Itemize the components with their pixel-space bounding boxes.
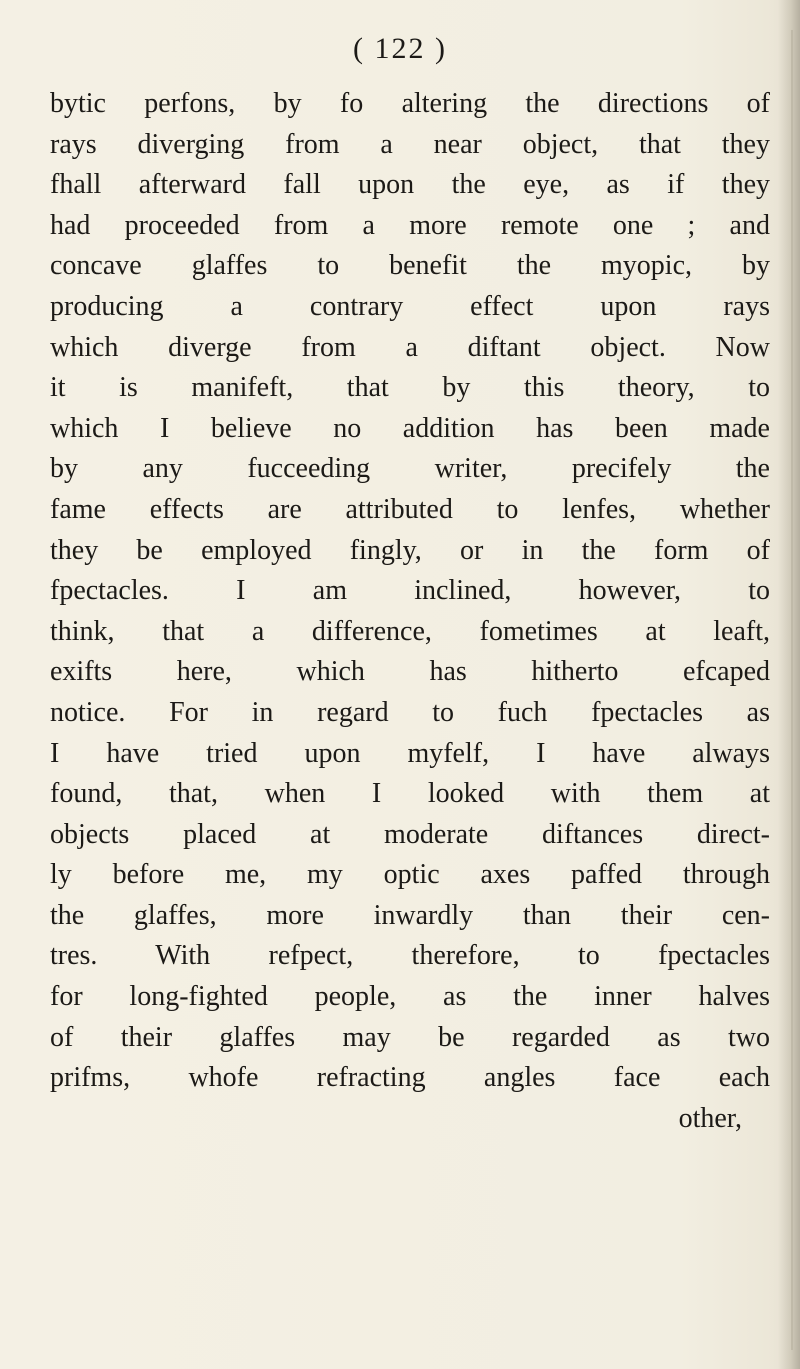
text-line: I have tried upon myfelf, I have always: [50, 737, 770, 769]
text-line: they be employed fingly, or in the form of: [50, 534, 770, 566]
text-line: by any fucceeding writer, precifely the: [50, 453, 770, 485]
text-line: it is manifeft, that by this theory, to: [50, 372, 770, 404]
text-line: concave glaffes to benefit the myopic, by: [50, 250, 770, 282]
text-line: exifts here, which has hitherto efcaped: [50, 656, 770, 688]
text-line: fpectacles. I am inclined, however, to: [50, 575, 770, 607]
text-line: had proceeded from a more remote one ; and: [50, 209, 770, 241]
text-line: which diverge from a diftant object. Now: [50, 331, 770, 363]
page-number: ( 122 ): [353, 32, 447, 65]
page-edge-line: [791, 30, 793, 1350]
body-text: [50, 84, 770, 1139]
catchword: other,: [678, 1102, 742, 1134]
text-line: which I believe no addition has been made: [50, 412, 770, 444]
text-line: bytic perfons, by fo altering the directions of: [50, 88, 770, 119]
text-line: the glaffes, more inwardly than their cen-: [50, 899, 770, 931]
page-edge-shadow: [778, 0, 800, 1369]
text-line: fhall afterward fall upon the eye, as if they: [50, 169, 770, 201]
text-line: objects placed at moderate diftances direct-: [50, 818, 770, 850]
text-line: prifms, whofe refracting angles face each: [50, 1062, 770, 1094]
text-line: notice. For in regard to fuch fpectacles as: [50, 696, 770, 728]
text-line: fame effects are attributed to lenfes, whether: [50, 493, 770, 525]
text-line: found, that, when I looked with them at: [50, 778, 770, 810]
text-line: for long-fighted people, as the inner halves: [50, 981, 770, 1013]
text-line: think, that a difference, fometimes at leaft,: [50, 615, 770, 647]
text-line: tres. With refpect, therefore, to fpectacles: [50, 940, 770, 972]
text-line: rays diverging from a near object, that they: [50, 128, 770, 160]
text-line: of their glaffes may be regarded as two: [50, 1021, 770, 1053]
text-line: ly before me, my optic axes paffed through: [50, 859, 770, 891]
text-line: producing a contrary effect upon rays: [50, 290, 770, 322]
